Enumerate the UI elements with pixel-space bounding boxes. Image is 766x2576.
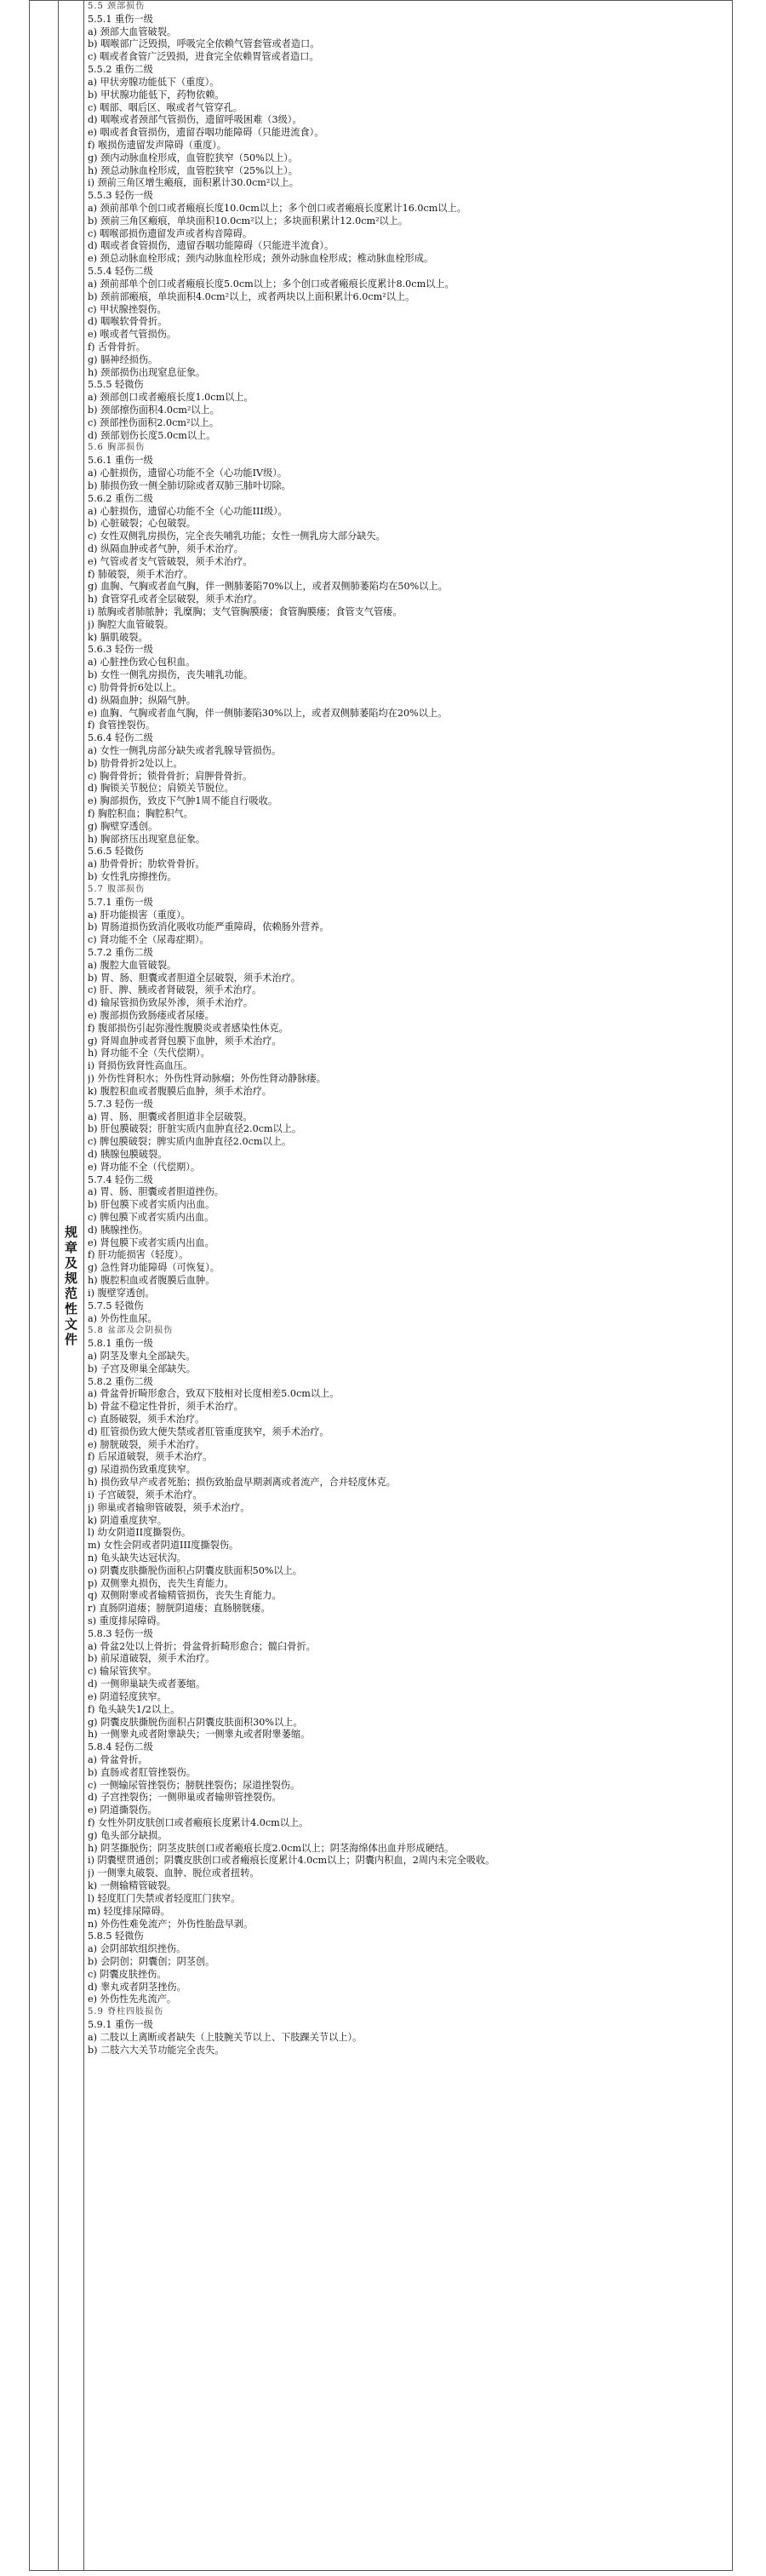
text-line: h) 食管穿孔或者全层破裂，须手术治疗。 [88, 594, 263, 605]
text-line: f) 肝功能损害（轻度）。 [88, 1249, 189, 1261]
text-line: i) 肾损伤致肾性高血压。 [88, 1060, 193, 1072]
text-line: 5.6.1 重伤一级 [88, 455, 153, 467]
text-line: b) 肺损伤致一侧全肺切除或者双肺三肺叶切除。 [88, 479, 291, 491]
text-line: c) 直肠破裂，须手术治疗。 [88, 1414, 205, 1425]
text-line: 5.8.4 轻伤二级 [88, 1741, 153, 1753]
text-line: 5.7 腹部损伤 [88, 884, 146, 894]
text-line: h) 阴茎撕脱伤；阴茎皮肤创口或者瘢痕长度2.0cm以上；阴茎海绵体出血并形成硬结。 [88, 1842, 454, 1854]
text-line: b) 甲状腺功能低下，药物依赖。 [88, 89, 225, 100]
text-line: 5.8.2 重伤二级 [88, 1375, 153, 1387]
text-line: h) 损伤致早产或者死胎；损伤致胎盘早期剥离或者流产，合并轻度休克。 [88, 1477, 396, 1489]
text-line: b) 颈前三角区瘢痕，单块面积10.0cm²以上；多块面积累计12.0cm²以上。 [88, 215, 409, 227]
text-line: c) 肝、脾、胰或者肾破裂，须手术治疗。 [88, 984, 262, 996]
text-line: f) 后尿道破裂，须手术治疗。 [88, 1451, 213, 1463]
text-line: b) 肋骨骨折2处以上。 [88, 757, 183, 769]
text-line: e) 血胸、气胸或者血气胸，伴一侧肺萎陷30%以上，或者双侧肺萎陷均在20%以上。 [88, 707, 448, 719]
text-line: b) 会阴创；阴囊创；阴茎创。 [88, 1955, 215, 1967]
text-line: b) 子宫及卵巢全部缺失。 [88, 1363, 196, 1374]
text-line: 5.8.1 重伤一级 [88, 1338, 153, 1350]
text-line: h) 颈总动脉血栓形成，血管腔狭窄（25%以上）。 [88, 164, 298, 176]
text-line: b) 骨盆不稳定性骨折，须手术治疗。 [88, 1401, 243, 1413]
text-line: a) 颈前部单个创口或者瘢痕长度5.0cm以上；多个创口或者瘢痕长度累计8.0cm以上。 [88, 278, 454, 290]
text-line: 5.6.2 重伤二级 [88, 492, 153, 504]
text-line: q) 双侧附睾或者输精管损伤，丧失生育能力。 [88, 1590, 282, 1602]
text-line: p) 双侧睾丸损伤，丧失生育能力。 [88, 1577, 234, 1589]
text-line: g) 肾周血肿或者肾包膜下血肿，须手术治疗。 [88, 1035, 282, 1047]
text-line: j) 胸腔大血管破裂。 [88, 618, 174, 630]
text-line: g) 颈内动脉血栓形成，血管腔狭窄（50%以上）。 [88, 152, 298, 164]
text-line: f) 腹部损伤引起弥漫性腹膜炎或者感染性休克。 [88, 1022, 289, 1034]
text-line: e) 颈总动脉血栓形成；颈内动脉血栓形成；颈外动脉血栓形成；椎动脉血栓形成。 [88, 253, 434, 265]
text-line: 5.5.1 重伤一级 [88, 13, 153, 25]
text-line: g) 胸壁穿透创。 [88, 820, 158, 832]
text-line: 5.8.5 轻微伤 [88, 1931, 144, 1942]
text-line: d) 颈部划伤长度5.0cm以上。 [88, 429, 216, 441]
text-line: 5.7.1 重伤一级 [88, 896, 153, 908]
text-line: g) 尿道损伤致重度狭窄。 [88, 1464, 196, 1476]
category-label: 规章及规范性文件 [64, 1224, 77, 1347]
text-line: h) 一侧睾丸或者附睾缺失；一侧睾丸或者附睾萎缩。 [88, 1729, 311, 1741]
text-line: d) 输尿管损伤致尿外渗，须手术治疗。 [88, 997, 254, 1009]
text-line: 5.5.2 重伤二级 [88, 64, 153, 76]
text-line: b) 二肢六大关节功能完全丧失。 [88, 2044, 225, 2056]
text-line: d) 咽喉或者颈部气管损伤，遗留呼吸困难（3级）。 [88, 114, 302, 126]
text-line: r) 直肠阴道瘘；膀胱阴道瘘；直肠膀胱瘘。 [88, 1603, 271, 1615]
text-line: a) 心脏挫伤致心包积血。 [88, 657, 196, 668]
text-line: g) 阴囊皮肤撕脱伤面积占阴囊皮肤面积30%以上。 [88, 1716, 303, 1728]
text-line: e) 肾包膜下或者实质内出血。 [88, 1236, 214, 1248]
text-line: a) 肝功能损害（重度）。 [88, 909, 191, 921]
text-line: a) 阴茎及睾丸全部缺失。 [88, 1350, 196, 1362]
text-line: o) 阴囊皮肤撕脱伤面积占阴囊皮肤面积50%以上。 [88, 1564, 303, 1576]
text-line: 5.6.4 轻伤二级 [88, 732, 153, 744]
category-cell [59, 1, 84, 2570]
text-line: h) 胸部挤压出现窒息征象。 [88, 833, 206, 845]
text-line: i) 颈前三角区增生瘢痕，面积累计30.0cm²以上。 [88, 177, 299, 189]
text-line: c) 肾功能不全（尿毒症期）。 [88, 934, 209, 946]
text-line: a) 胃、肠、胆囊或者胆道挫伤。 [88, 1186, 225, 1198]
text-line: f) 舌骨骨折。 [88, 341, 146, 353]
text-line: a) 骨盆骨折。 [88, 1753, 148, 1765]
text-line: s) 重度排尿障碍。 [88, 1615, 166, 1626]
text-line: a) 甲状旁腺功能低下（重度）。 [88, 76, 220, 88]
text-line: b) 胃肠道损伤致消化吸收功能严重障碍，依赖肠外营养。 [88, 921, 329, 933]
text-line: k) 阴道重度狭窄。 [88, 1514, 168, 1526]
text-line: c) 脾包膜破裂；脾实质内血肿直径2.0cm以上。 [88, 1136, 292, 1148]
text-line: n) 龟头缺失达冠状沟。 [88, 1552, 186, 1563]
text-line: d) 胸锁关节脱位；肩锁关节脱位。 [88, 783, 234, 795]
text-line: d) 肛管损伤致大便失禁或者肛管重度狭窄，须手术治疗。 [88, 1426, 329, 1437]
text-line: 5.7.4 轻伤二级 [88, 1173, 153, 1185]
text-line: e) 外伤性先兆流产。 [88, 1994, 177, 2005]
text-line: c) 肋骨骨折6处以上。 [88, 681, 182, 693]
text-line: n) 外伤性难免流产；外伤性胎盘早剥。 [88, 1918, 254, 1930]
text-line: c) 甲状腺挫裂伤。 [88, 303, 167, 315]
lead-column [30, 1, 59, 2570]
text-line: g) 龟头部分缺损。 [88, 1829, 168, 1841]
text-line: a) 二肢以上离断或者缺失（上肢腕关节以上、下肢踝关节以上）。 [88, 2031, 363, 2043]
text-line: b) 心脏破裂；心包破裂。 [88, 518, 196, 530]
document-table [29, 0, 733, 2571]
text-line: d) 胰腺包膜破裂。 [88, 1148, 168, 1160]
text-line: d) 咽喉软骨骨折。 [88, 316, 168, 328]
text-line: 5.8.3 轻伤一级 [88, 1627, 153, 1639]
text-line: 5.9 脊柱四肢损伤 [88, 2007, 164, 2017]
text-line: a) 心脏损伤，遗留心功能不全（心功能IV级）。 [88, 468, 288, 479]
text-line: 5.5.4 轻伤二级 [88, 266, 153, 278]
text-line: b) 肝包膜破裂；肝脏实质内血肿直径2.0cm以上。 [88, 1123, 302, 1135]
text-line: 5.9.1 重伤一级 [88, 2019, 153, 2030]
text-line: j) 外伤性肾积水；外伤性肾动脉瘤；外伤性肾动静脉瘘。 [88, 1073, 326, 1085]
text-line: l) 轻度肛门失禁或者轻度肛门狭窄。 [88, 1892, 241, 1904]
text-line: d) 胰腺挫伤。 [88, 1224, 149, 1236]
text-line: e) 胸部损伤，致皮下气肿1周不能自行吸收。 [88, 795, 278, 807]
text-line: a) 颈部创口或者瘢痕长度1.0cm以上。 [88, 392, 254, 404]
text-line: 5.5.5 轻微伤 [88, 379, 144, 391]
text-line: d) 纵隔血肿或者气肿，须手术治疗。 [88, 542, 243, 554]
text-line: i) 阴囊壁贯通创；阴囊皮肤创口或者瘢痕长度累计4.0cm以上；阴囊内积血，2周内未完全吸收。 [88, 1855, 495, 1867]
text-line: c) 阴囊皮肤挫伤。 [88, 1968, 167, 1980]
text-line: i) 脓胸或者肺脓肿；乳糜胸；支气管胸膜瘘；食管胸膜瘘；食管支气管瘘。 [88, 606, 403, 617]
text-line: k) 腹腔积血或者腹膜后血肿，须手术治疗。 [88, 1085, 272, 1097]
text-line: g) 急性肾功能障碍（可恢复）。 [88, 1262, 220, 1274]
text-line: g) 膈神经损伤。 [88, 353, 158, 365]
text-line: a) 颈部大血管破裂。 [88, 26, 177, 37]
text-line: e) 腹部损伤致肠瘘或者尿瘘。 [88, 1010, 214, 1021]
text-line: e) 咽或者食管损伤，遗留吞咽功能障碍（只能进流食）。 [88, 127, 324, 139]
text-line: h) 颈部损伤出现窒息征象。 [88, 366, 206, 378]
text-line: a) 肋骨骨折；肋软骨骨折。 [88, 858, 205, 870]
text-line: e) 阴道轻度狭窄。 [88, 1690, 167, 1702]
text-line: f) 龟头缺失1/2以上。 [88, 1703, 180, 1715]
text-line: c) 咽部、咽后区、喉或者气管穿孔。 [88, 101, 243, 113]
text-line: d) 睾丸或者阴茎挫伤。 [88, 1981, 186, 1993]
text-line: 5.7.2 重伤二级 [88, 946, 153, 958]
text-line: c) 胸骨骨折；锁骨骨折；肩胛骨骨折。 [88, 770, 253, 782]
text-line: c) 咽或者食管广泛毁损，进食完全依赖胃管或者造口。 [88, 51, 319, 63]
text-line: e) 阴道撕裂伤。 [88, 1804, 157, 1816]
text-line: b) 颈部擦伤面积4.0cm²以上。 [88, 404, 220, 416]
text-line: j) 卵巢或者输卵管破裂，须手术治疗。 [88, 1501, 250, 1513]
text-line: f) 喉损伤遗留发声障碍（重度）。 [88, 139, 227, 151]
text-line: c) 脾包膜下或者实质内出血。 [88, 1212, 214, 1223]
text-line: 5.8 盆部及会阴损伤 [88, 1326, 174, 1336]
text-line: b) 咽喉部广泛毁损，呼吸完全依赖气管套管或者造口。 [88, 38, 320, 50]
text-line: 5.7.3 轻伤一级 [88, 1098, 153, 1110]
text-line: b) 直肠或者肛管挫裂伤。 [88, 1766, 196, 1778]
text-line: d) 咽或者食管损伤，遗留吞咽功能障碍（只能进半流食）。 [88, 240, 334, 252]
text-line: h) 腹腔积血或者腹膜后血肿。 [88, 1275, 215, 1287]
text-line: 5.5 颈部损伤 [88, 2, 146, 11]
text-line: e) 膀胱破裂，须手术治疗。 [88, 1438, 205, 1450]
provision-text [84, 1, 732, 2570]
text-line: b) 前尿道破裂，须手术治疗。 [88, 1653, 215, 1665]
text-line: a) 胃、肠、胆囊或者胆道非全层破裂。 [88, 1110, 253, 1122]
text-line: m) 女性会阴或者阴道III度撕裂伤。 [88, 1540, 239, 1552]
text-line: d) 子宫挫裂伤；一侧卵巢或者输卵管挫裂伤。 [88, 1792, 282, 1804]
text-line: a) 颈前部单个创口或者瘢痕长度10.0cm以上；多个创口或者瘢痕长度累计16.0cm以上。 [88, 203, 466, 214]
text-line: b) 女性乳房擦挫伤。 [88, 871, 177, 883]
text-line: e) 肾功能不全（代偿期）。 [88, 1161, 201, 1173]
text-line: a) 外伤性血尿。 [88, 1312, 157, 1324]
text-line: b) 肝包膜下或者实质内出血。 [88, 1199, 215, 1211]
text-line: e) 喉或者气管损伤。 [88, 329, 177, 341]
text-line: h) 肾功能不全（失代偿期）。 [88, 1047, 210, 1059]
text-line: a) 骨盆2处以上骨折；骨盆骨折畸形愈合；髋臼骨折。 [88, 1640, 316, 1652]
text-line: a) 会阴部软组织挫伤。 [88, 1943, 186, 1955]
text-line: m) 轻度排尿障碍。 [88, 1905, 170, 1917]
text-line: k) 膈肌破裂。 [88, 631, 148, 643]
text-line: a) 心脏损伤，遗留心功能不全（心功能III级）。 [88, 505, 288, 517]
text-line: c) 输尿管狭窄。 [88, 1666, 157, 1678]
text-line: 5.5.3 轻伤一级 [88, 190, 153, 202]
text-line: j) 一侧睾丸破裂、血肿、脱位或者扭转。 [88, 1867, 260, 1879]
text-line: a) 骨盆骨折畸形愈合，致双下肢相对长度相差5.0cm以上。 [88, 1388, 340, 1400]
text-line: b) 胃、肠、胆囊或者胆道全层破裂，须手术治疗。 [88, 972, 301, 984]
text-line: i) 子宫破裂，须手术治疗。 [88, 1489, 203, 1500]
text-line: f) 胸腔积血；胸腔积气。 [88, 808, 193, 819]
text-line: 5.6.3 轻伤一级 [88, 644, 153, 656]
text-line: a) 女性一侧乳房部分缺失或者乳腺导管损伤。 [88, 744, 282, 756]
text-line: 5.7.5 轻微伤 [88, 1299, 144, 1311]
text-line: b) 女性一侧乳房损伤，丧失哺乳功能。 [88, 669, 254, 681]
text-line: c) 咽喉部损伤遗留发声或者构音障碍。 [88, 227, 253, 239]
text-line: c) 一侧输尿管挫裂伤；膀胱挫裂伤；尿道挫裂伤。 [88, 1779, 300, 1791]
text-line: d) 纵隔血肿；纵隔气肿。 [88, 694, 196, 706]
text-line: f) 女性外阴皮肤创口或者瘢痕长度累计4.0cm以上。 [88, 1817, 309, 1828]
text-line: k) 一侧输精管破裂。 [88, 1880, 177, 1892]
text-line: f) 肺破裂，须手术治疗。 [88, 568, 193, 580]
text-line: b) 颈前部瘢痕，单块面积4.0cm²以上，或者两块以上面积累计6.0cm²以上。 [88, 290, 415, 302]
text-line: e) 气管或者支气管破裂，须手术治疗。 [88, 555, 253, 567]
text-line: l) 幼女阴道II度撕裂伤。 [88, 1527, 192, 1539]
text-line: g) 血胸、气胸或者血气胸，伴一侧肺萎陷70%以上，或者双侧肺萎陷均在50%以上。 [88, 581, 448, 593]
text-line: i) 腹壁穿透创。 [88, 1287, 155, 1299]
text-line: a) 腹腔大血管破裂。 [88, 959, 177, 971]
text-line: 5.6.5 轻微伤 [88, 846, 144, 858]
text-line: d) 一侧卵巢缺失或者萎缩。 [88, 1678, 206, 1690]
text-line: c) 颈部挫伤面积2.0cm²以上。 [88, 416, 220, 428]
text-line: f) 食管挫裂伤。 [88, 720, 156, 731]
text-line: 5.6 胸部损伤 [88, 443, 146, 453]
text-line: c) 女性双侧乳房损伤，完全丧失哺乳功能；女性一侧乳房大部分缺失。 [88, 531, 386, 542]
